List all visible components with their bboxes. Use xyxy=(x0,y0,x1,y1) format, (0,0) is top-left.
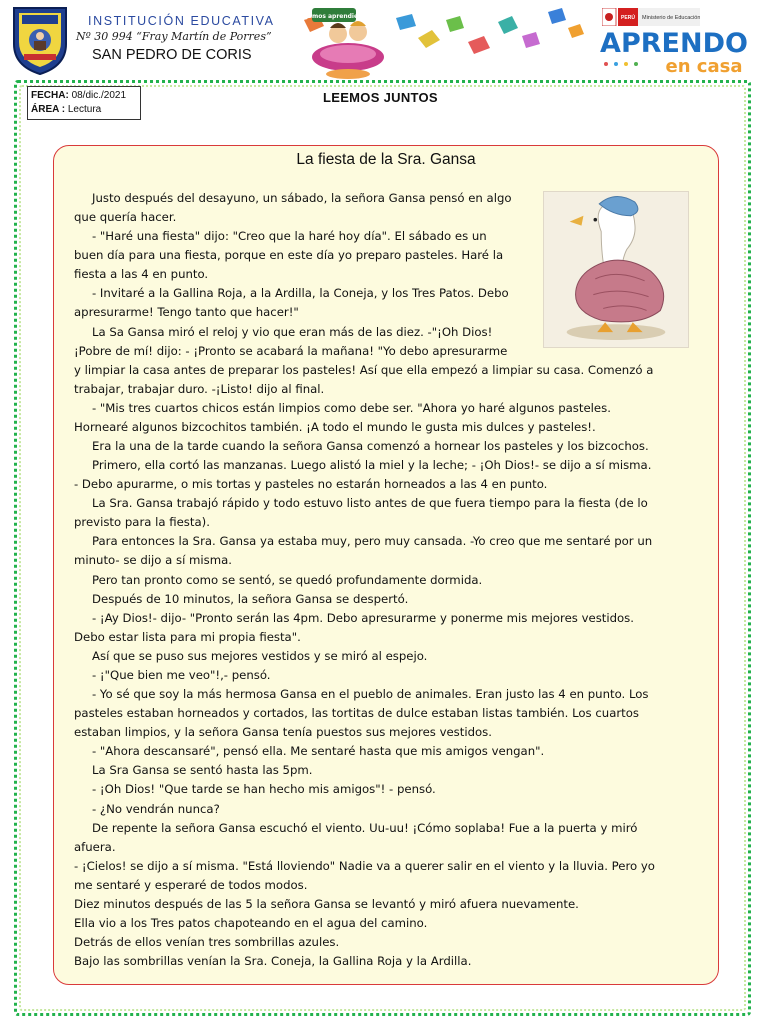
story-line: Era la una de la tarde cuando la señora Gansa comenzó a hornear los pasteles y los bizcochos. xyxy=(92,439,649,454)
story-line: - ¡"Que bien me veo"!,- pensó. xyxy=(92,667,271,682)
story-line: Detrás de ellos venían tres sombrillas azules. xyxy=(74,935,340,950)
story-line: Así que se puso sus mejores vestidos y se miró al espejo. xyxy=(92,648,428,663)
story-line: - Yo sé que soy la más hermosa Gansa en el pueblo de animales. Eran justo las 4 en punto. Los xyxy=(92,687,649,702)
story-line: La Sra. Gansa trabajó rápido y todo estuvo listo antes de que fuera tiempo para la fiesta (de lo xyxy=(92,496,648,511)
story-line: - Debo apurarme, o mis tortas y pasteles no estarán horneados a las 4 en punto. xyxy=(74,477,548,492)
story-line: previsto para la fiesta). xyxy=(74,515,210,530)
book-badge-text: Sigamos aprendiendo xyxy=(297,13,371,20)
area-value: Lectura xyxy=(67,104,102,115)
story-line: - ¡Ay Dios!- dijo- "Pronto serán las 4pm. Debo apresurarme y ponerme mis mejores vestidos. xyxy=(92,610,634,625)
fecha-value: 08/dic./2021 xyxy=(71,90,127,101)
story-box xyxy=(53,145,719,985)
school-shield-logo xyxy=(10,4,70,76)
peru-ministry-logo xyxy=(602,8,700,26)
story-line: Hornearé algunos bizcochitos también. ¡A todo el mundo le gusta mis dulces y pasteles!. xyxy=(74,419,596,434)
story-line: buen día para una fiesta, porque en este día yo preparo pasteles. Haré la xyxy=(74,248,504,263)
story-line: La Sra Gansa se sentó hasta las 5pm. xyxy=(92,763,313,778)
story-line: Primero, ella cortó las manzanas. Luego alistó la miel y la leche; - ¡Oh Dios!- se dijo a sí misma. xyxy=(92,458,652,473)
story-line: afuera. xyxy=(74,839,116,854)
flying-books-illustration xyxy=(268,2,588,84)
brand-bottom: en casa xyxy=(665,56,743,76)
fecha-label: FECHA: xyxy=(31,90,69,101)
story-line: La Sa Gansa miró el reloj y vio que eran más de las diez. -"¡Oh Dios! xyxy=(92,324,493,339)
institution-number: Nº 30 994 “Fray Martín de Porres” xyxy=(76,30,272,43)
story-line: ¡Pobre de mí! dijo: - ¡Pronto se acabará la mañana! "Yo debo apresurarme xyxy=(74,343,508,358)
section-title: LEEMOS JUNTOS xyxy=(323,90,438,105)
story-line: Ella vio a los Tres patos chapoteando en el agua del camino. xyxy=(74,915,428,930)
story-line: - Invitaré a la Gallina Roja, a la Ardilla, la Coneja, y los Tres Patos. Debo xyxy=(92,286,509,301)
story-title: La fiesta de la Sra. Gansa xyxy=(296,151,476,168)
story-line: que quería hacer. xyxy=(74,210,177,225)
story-line: fiesta a las 4 en punto. xyxy=(74,267,209,282)
story-line: apresurarme! Tengo tanto que hacer!" xyxy=(74,305,299,320)
ministry-country: PERÚ xyxy=(621,15,635,21)
area-label: ÁREA : xyxy=(31,104,66,115)
story-text xyxy=(74,189,698,971)
story-line: Pero tan pronto como se sentó, se quedó profundamente dormida. xyxy=(92,572,483,587)
story-line: minuto- se dijo a sí misma. xyxy=(74,553,233,568)
story-line: Diez minutos después de las 5 la señora Gansa se levantó y miró afuera nuevamente. xyxy=(74,896,579,911)
story-line: - ¿No vendrán nunca? xyxy=(92,801,220,816)
date-area-box xyxy=(27,86,141,120)
story-line: me sentaré y esperaré de todos modos. xyxy=(74,877,308,892)
story-line: Justo después del desayuno, un sábado, la señora Gansa pensó en algo xyxy=(92,191,512,205)
story-line: De repente la señora Gansa escuchó el viento. Uu-uu! ¡Cómo soplaba! Fue a la puerta y miró xyxy=(92,820,638,835)
ministry-name: Ministerio de Educación xyxy=(642,15,700,21)
town-name: SAN PEDRO DE CORIS xyxy=(92,47,252,63)
story-line: Debo estar lista para mi propia fiesta". xyxy=(74,629,301,644)
story-line: y limpiar la casa antes de preparar los pasteles! Así que ella empezó a limpiar su casa. Comenzó a xyxy=(74,362,654,377)
story-line: - "Haré una fiesta" dijo: "Creo que la haré hoy día". El sábado es un xyxy=(92,229,487,244)
aprendo-en-casa-logo xyxy=(596,26,752,76)
story-line: - ¡Cielos! se dijo a sí misma. "Está lloviendo" Nadie va a querer salir en el viento y la lluvia. Pero yo xyxy=(74,858,655,873)
story-line: - ¡Oh Dios! "Que tarde se han hecho mis amigos"! - pensó. xyxy=(92,782,436,797)
story-line: estaban limpios, y la señora Gansa tenía puestos sus mejores vestidos. xyxy=(74,725,492,740)
story-line: - "Ahora descansaré", pensó ella. Me sentaré hasta que mis amigos vengan". xyxy=(92,744,545,759)
brand-top: APRENDO xyxy=(600,28,748,59)
institution-label: INSTITUCIÓN EDUCATIVA xyxy=(88,14,275,28)
story-line: Para entonces la Sra. Gansa ya estaba muy, pero muy cansada. -Yo creo que me sentaré por un xyxy=(92,534,653,549)
story-line: Bajo las sombrillas venían la Sra. Coneja, la Gallina Roja y la Ardilla. xyxy=(74,954,472,969)
story-line: Después de 10 minutos, la señora Gansa se despertó. xyxy=(92,591,409,606)
story-line: trabajar, trabajar duro. -¡Listo! dijo al final. xyxy=(74,381,325,396)
story-line: pasteles estaban horneados y cortados, las tortitas de dulce estaban listas también. Los cuartos xyxy=(74,706,639,721)
story-line: - "Mis tres cuartos chicos están limpios como debe ser. "Ahora yo haré algunos pasteles. xyxy=(92,400,611,415)
